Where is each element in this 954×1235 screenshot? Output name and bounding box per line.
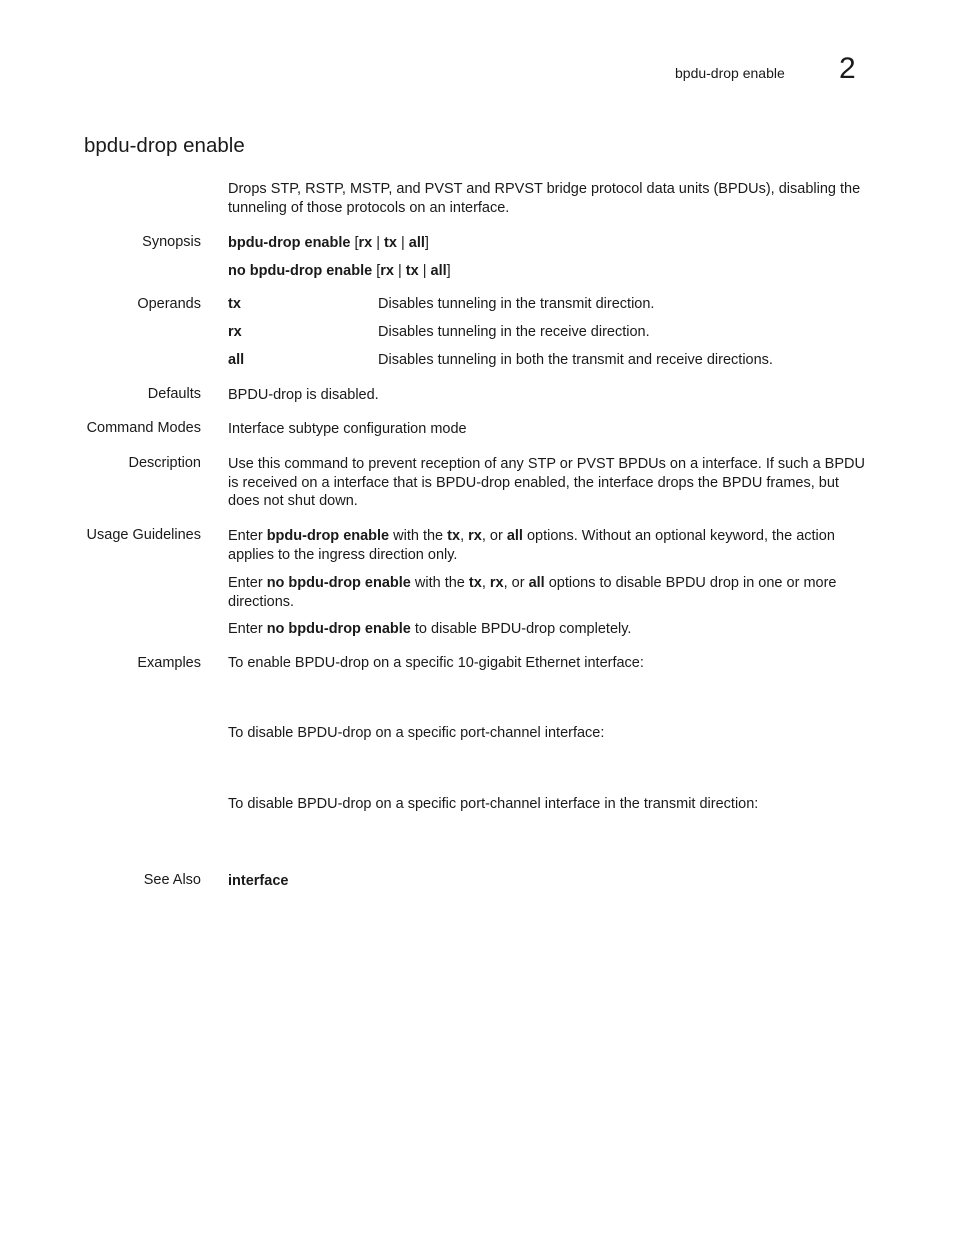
usage-paragraph-1 bbox=[228, 527, 873, 564]
keyword-tx: tx bbox=[405, 263, 419, 279]
usage-text: with the bbox=[389, 528, 448, 544]
label-see-also: See Also bbox=[143, 872, 201, 888]
example-text: To disable BPDU-drop on a specific port-channel interface: bbox=[228, 725, 605, 741]
operand-description: Disables tunneling in both the transmit and receive directions. bbox=[378, 352, 773, 368]
keyword-tx: tx bbox=[384, 235, 397, 251]
label-usage-guidelines: Usage Guidelines bbox=[86, 527, 201, 543]
chapter-number: 2 bbox=[839, 52, 856, 85]
usage-text: Enter bbox=[228, 575, 267, 591]
bracket-close: ] bbox=[424, 235, 429, 251]
command-name: no bpdu-drop enable bbox=[266, 621, 411, 637]
usage-text: , or bbox=[481, 528, 507, 544]
usage-text: options to disable BPDU drop in one or more directions. bbox=[228, 575, 837, 610]
usage-text: with the bbox=[410, 575, 469, 591]
label-synopsis: Synopsis bbox=[142, 234, 201, 250]
operand-description: Disables tunneling in the receive direction. bbox=[378, 324, 650, 340]
synopsis-command: bpdu-drop enable bbox=[228, 235, 351, 251]
keyword-all: all bbox=[430, 263, 447, 279]
label-defaults: Defaults bbox=[147, 386, 201, 402]
command-modes-text: Interface subtype configuration mode bbox=[228, 421, 467, 437]
example-text: To disable BPDU-drop on a specific port-channel interface in the transmit direction: bbox=[228, 796, 759, 812]
usage-text: Enter bbox=[228, 528, 267, 544]
label-examples: Examples bbox=[137, 655, 201, 671]
operand-name: all bbox=[228, 352, 245, 368]
command-name: bpdu-drop enable bbox=[266, 528, 390, 544]
description-text: Use this command to prevent reception of any STP or PVST BPDUs on a interface. If such a BPDU is received on a interface that is BPDU-drop enabled, the interface drops the BPDU frames, but does not shut down. bbox=[228, 456, 865, 509]
bracket-open: [ bbox=[350, 235, 359, 251]
label-command-modes: Command Modes bbox=[86, 420, 201, 436]
bracket-open: [ bbox=[372, 263, 381, 279]
synopsis-line-2 bbox=[228, 262, 873, 281]
usage-text: Enter bbox=[228, 621, 267, 637]
defaults-text: BPDU-drop is disabled. bbox=[228, 387, 379, 403]
usage-text: options. Without an optional keyword, the action applies to the ingress direction only. bbox=[228, 528, 835, 563]
separator: | bbox=[393, 263, 406, 279]
keyword-tx: tx bbox=[468, 575, 482, 591]
keyword-all: all bbox=[506, 528, 523, 544]
operand-description: Disables tunneling in the transmit direction. bbox=[378, 296, 655, 312]
example-text: To enable BPDU-drop on a specific 10-gigabit Ethernet interface: bbox=[228, 655, 644, 671]
page-title: bpdu-drop enable bbox=[84, 134, 245, 157]
usage-paragraph-3 bbox=[228, 620, 873, 639]
operand-name: tx bbox=[228, 296, 241, 312]
command-name: no bpdu-drop enable bbox=[266, 575, 411, 591]
keyword-tx: tx bbox=[447, 528, 461, 544]
synopsis-command: no bpdu-drop enable bbox=[228, 263, 373, 279]
separator: | bbox=[396, 235, 409, 251]
keyword-rx: rx bbox=[468, 528, 482, 544]
keyword-all: all bbox=[408, 235, 425, 251]
see-also-link[interactable]: interface bbox=[228, 873, 289, 889]
usage-text: , or bbox=[503, 575, 529, 591]
usage-text: to disable BPDU-drop completely. bbox=[410, 621, 632, 637]
label-description: Description bbox=[128, 455, 201, 471]
running-header-title: bpdu-drop enable bbox=[675, 65, 785, 81]
separator: | bbox=[418, 263, 431, 279]
synopsis-line-1 bbox=[228, 234, 873, 253]
keyword-all: all bbox=[528, 575, 545, 591]
usage-text: , bbox=[481, 575, 490, 591]
keyword-rx: rx bbox=[380, 263, 394, 279]
bracket-close: ] bbox=[446, 263, 451, 279]
separator: | bbox=[372, 235, 385, 251]
operand-name: rx bbox=[228, 324, 242, 340]
keyword-rx: rx bbox=[358, 235, 373, 251]
usage-paragraph-2 bbox=[228, 574, 873, 611]
keyword-rx: rx bbox=[489, 575, 504, 591]
label-operands: Operands bbox=[137, 296, 201, 312]
usage-text: , bbox=[460, 528, 469, 544]
intro-paragraph: Drops STP, RSTP, MSTP, and PVST and RPVST bridge protocol data units (BPDUs), disabling the tunneling of those protocols on an interface. bbox=[228, 181, 861, 216]
